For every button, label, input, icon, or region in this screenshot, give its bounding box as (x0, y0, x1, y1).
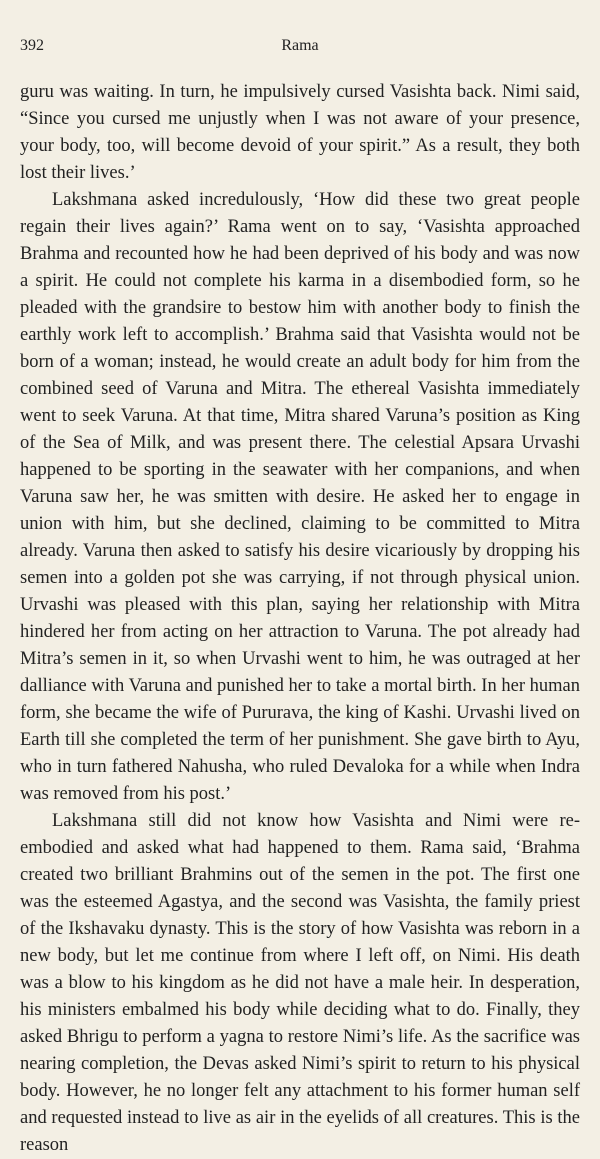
running-head-title: Rama (281, 37, 319, 54)
page-number: 392 (20, 37, 44, 54)
paragraph-brahma-urvashi: Lakshmana asked incredulously, ‘How did these two great people regain their lives again?’ Rama went on to say, ‘Vasishta approached Brahma and recounted how he had been deprived of his body and was now a spirit. He could not complete his karma in a disembodied form, so he pleaded with the grandsire to bestow him with another body to finish the earthly work left to accomplish.’ Brahma said that Vasishta would not be born of a woman; instead, he would create an adult body for him from the combined seed of Varuna and Mitra. The ethereal Vasishta immediately went to seek Varuna. At that time, Mitra shared Varuna’s position as King of the Sea of Milk, and was present there. The celestial Apsara Urvashi happened to be sporting in the seawater with her companions, and when Varuna saw her, he was smitten with desire. He asked her to engage in union with him, but she declined, claiming to be committed to Mitra already. Varuna then asked to satisfy his desire vicariously by dropping his semen into a golden pot she was carrying, if not through physical union. Urvashi was pleased with this plan, saying her relationship with Mitra hindered her from acting on her attraction to Varuna. The pot already had Mitra’s semen in it, so when Urvashi went to him, he was outraged at her dalliance with Varuna and punished her to take a mortal birth. In her human form, she became the wife of Pururava, the king of Kashi. Urvashi lived on Earth till she completed the term of her punishment. She gave birth to Ayu, who in turn fathered Nahusha, who ruled Devaloka for a while when Indra was removed from his post.’ (20, 190, 580, 804)
paragraph-agastya-vasishta: Lakshmana still did not know how Vasishta and Nimi were re-embodied and asked what had happened to them. Rama said, ‘Brahma created two brilliant Brahmins out of the semen in the pot. The first one was the esteemed Agastya, and the second was Vasishta, the family priest of the Ikshavaku dynasty. This is the story of how Vasishta was reborn in a new body, but let me continue from where I left off, on Nimi. His death was a blow to his kingdom as he did not have a male heir. In desperation, his ministers embalmed his body while deciding what to do. Finally, they asked Bhrigu to perform a yagna to restore Nimi’s life. As the sacrifice was nearing completion, the Devas asked Nimi’s spirit to return to his physical body. However, he no longer felt any attachment to his former human self and requested instead to live as air in the eyelids of all creatures. This is the reason (20, 811, 580, 1155)
paragraph-continued: guru was waiting. In turn, he impulsively cursed Vasishta back. Nimi said, “Since you cursed me unjustly when I was not aware of your presence, your body, too, will become devoid of your spirit.” As a result, they both lost their lives.’ (20, 82, 580, 183)
running-head (20, 36, 580, 62)
body-text (20, 79, 580, 1159)
